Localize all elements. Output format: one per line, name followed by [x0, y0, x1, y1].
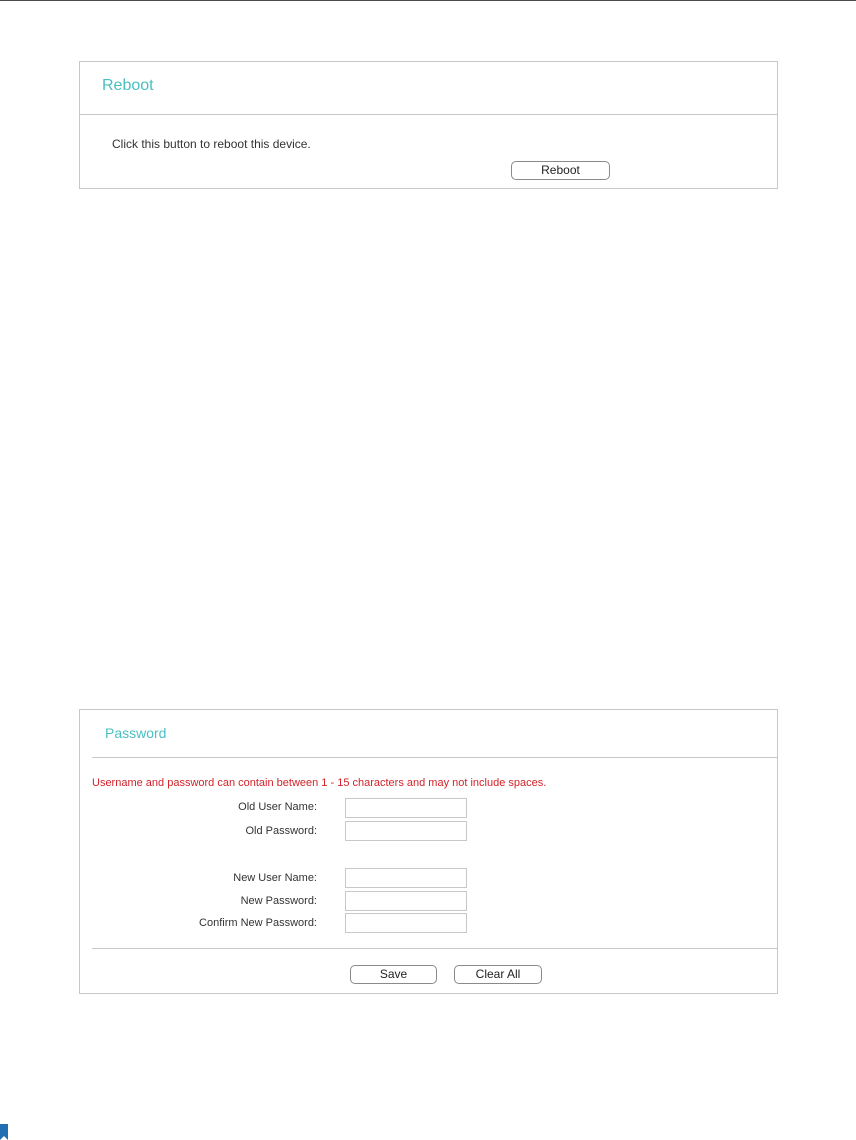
reboot-panel — [79, 61, 778, 189]
password-panel — [79, 709, 778, 994]
confirm-new-password-label: Confirm New Password: — [199, 917, 317, 929]
reboot-description: Click this button to reboot this device. — [112, 137, 311, 151]
old-password-label: Old Password: — [245, 825, 317, 837]
new-password-label: New Password: — [240, 895, 317, 907]
password-panel-divider-bottom — [92, 948, 777, 949]
reboot-panel-divider — [80, 114, 777, 115]
clear-all-button[interactable]: Clear All — [454, 965, 542, 984]
new-user-name-input[interactable] — [345, 868, 467, 888]
reboot-panel-title: Reboot — [102, 77, 154, 94]
password-rules-notice: Username and password can contain between 1 - 15 characters and may not include spaces. — [92, 777, 547, 789]
new-user-name-label: New User Name: — [233, 872, 317, 884]
password-panel-divider-top — [92, 757, 777, 758]
bookmark-icon — [0, 1124, 8, 1140]
old-password-input[interactable] — [345, 821, 467, 841]
reboot-button[interactable]: Reboot — [511, 161, 610, 180]
old-user-name-input[interactable] — [345, 798, 467, 818]
old-user-name-label: Old User Name: — [238, 801, 317, 813]
confirm-new-password-input[interactable] — [345, 913, 467, 933]
password-panel-title: Password — [105, 725, 167, 741]
save-button[interactable]: Save — [350, 965, 437, 984]
new-password-input[interactable] — [345, 891, 467, 911]
top-rule — [0, 0, 856, 1]
